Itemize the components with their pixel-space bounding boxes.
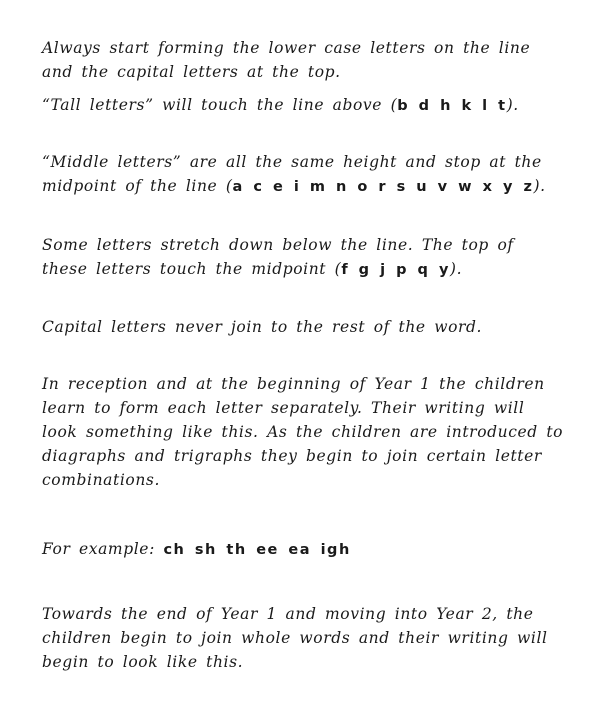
paragraph-text: Capital letters never join to the rest of the word. (42, 318, 483, 336)
paragraph-lowercase-start (42, 36, 567, 84)
paragraph-year2-joining (42, 602, 567, 674)
paragraph-text-end: ). (506, 96, 519, 114)
paragraph-for-example (42, 537, 567, 562)
paragraph-reception-year1 (42, 372, 567, 492)
descender-letters-example: f g j p q y (341, 262, 450, 278)
paragraph-text: “Middle letters” are all the same height and stop at the midpoint of the line ( (42, 153, 542, 195)
paragraph-text: Towards the end of Year 1 and moving into Year 2, the children begin to join whole words and their writing will begin to look like this. (42, 605, 548, 671)
paragraph-tall-letters (42, 93, 567, 118)
paragraph-text: Some letters stretch down below the line. The top of these letters touch the midpoint ( (42, 236, 514, 278)
paragraph-text: “Tall letters” will touch the line above ( (42, 96, 398, 114)
paragraph-text-end: ). (533, 177, 546, 195)
middle-letters-example: a c e i m n o r s u v w x y z (232, 179, 534, 195)
paragraph-middle-letters (42, 150, 567, 199)
paragraph-text: In reception and at the beginning of Year 1 the children learn to form each letter separately. Their writing will look something like this. As the children are introduced to diagraphs and trigraphs they begin to join certain letter combinations. (42, 375, 564, 489)
digraph-examples: ch sh th ee ea igh (163, 542, 351, 558)
paragraph-text: Always start forming the lower case letters on the line and the capital letters at the top. (42, 39, 531, 81)
paragraph-capital-letters (42, 315, 567, 339)
paragraph-text-end: ). (449, 260, 463, 278)
paragraph-text: For example: (42, 540, 164, 558)
paragraph-descender-letters (42, 233, 567, 282)
tall-letters-example: b d h k l t (397, 98, 507, 114)
